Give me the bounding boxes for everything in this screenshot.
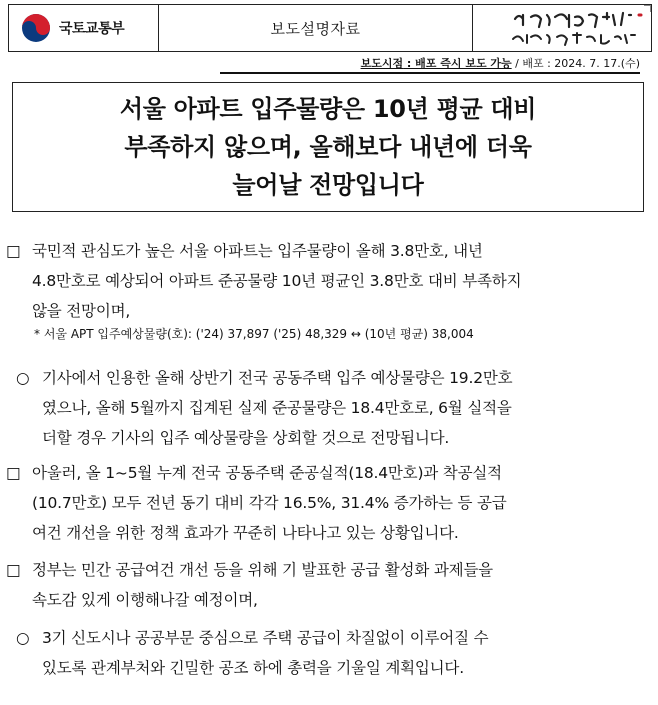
circle-bullet-icon: ○ (16, 629, 30, 647)
header (8, 4, 652, 52)
paragraph-5-line-2: 있도록 관계부처와 긴밀한 공조 하에 총력을 기울일 계획입니다. (42, 659, 464, 677)
paragraph-5-line-1: 3기 신도시나 공공부문 중심으로 주택 공급이 차질없이 이루어질 수 (42, 629, 489, 647)
paragraph-1-line-1: 국민적 관심도가 높은 서울 아파트는 입주물량이 올해 3.8만호, 내년 (32, 242, 483, 260)
paragraph-4-line-1: 정부는 민간 공급여건 개선 등을 위해 기 발표한 공급 활성화 과제들을 (32, 561, 493, 579)
paragraph-2-line-3: 더할 경우 기사의 입주 예상물량을 상회할 것으로 전망됩니다. (42, 429, 450, 447)
paragraph-4 (6, 555, 646, 615)
square-bullet-icon: □ (6, 242, 21, 260)
paragraph-3-line-1: 아울러, 올 1~5월 누계 전국 공동주택 준공실적(18.4만호)과 착공실적 (32, 464, 502, 482)
paragraph-5 (16, 623, 646, 683)
slogan-calligraphy-logo (473, 5, 651, 51)
release-label: 보도시점 (360, 57, 404, 70)
headline-line-1: 서울 아파트 입주물량은 10년 평균 대비 (119, 95, 537, 123)
doc-type-label: 보도설명자료 (270, 19, 361, 38)
circle-bullet-icon: ○ (16, 369, 30, 387)
page-corner-mark (644, 5, 651, 12)
paragraph-3-line-3: 여건 개선을 위한 정책 효과가 꾸준히 나타나고 있는 상황입니다. (32, 524, 459, 542)
paragraph-3-line-2: (10.7만호) 모두 전년 동기 대비 각각 16.5%, 31.4% 증가하는 등 공급 (32, 494, 507, 512)
square-bullet-icon: □ (6, 464, 21, 482)
slogan-block (473, 5, 651, 51)
paragraph-1-line-3: 않을 전망이며, (32, 302, 131, 320)
release-info (220, 55, 640, 74)
paragraph-1 (6, 236, 646, 326)
ministry-block (9, 5, 159, 51)
headline-box (12, 82, 644, 212)
paragraph-2 (16, 363, 646, 453)
headline-line-2: 부족하지 않으며, 올해보다 내년에 더욱 (124, 133, 532, 161)
ministry-name: 국토교통부 (59, 21, 125, 37)
paragraph-4-line-2: 속도감 있게 이행해나갈 예정이며, (32, 591, 258, 609)
paragraph-3 (6, 458, 646, 548)
government-emblem-icon (21, 13, 51, 43)
paragraph-1-line-2: 4.8만호로 예상되어 아파트 준공물량 10년 평균인 3.8만호 대비 부족하지 (32, 272, 522, 290)
square-bullet-icon: □ (6, 561, 21, 579)
release-date: / 배포 : 2024. 7. 17.(수) (511, 57, 640, 70)
paragraph-2-line-1: 기사에서 인용한 올해 상반기 전국 공동주택 입주 예상물량은 19.2만호 (42, 369, 513, 387)
doc-type-block (159, 5, 473, 51)
headline-line-3: 늘어날 전망입니다 (232, 171, 424, 199)
paragraph-2-line-2: 였으나, 올해 5월까지 집계된 실제 준공물량은 18.4만호로, 6월 실적을 (42, 399, 512, 417)
release-value: : 배포 즉시 보도 가능 (403, 57, 512, 70)
footnote: * 서울 APT 입주예상물량(호): ('24) 37,897 ('25) 48,329 ↔ (10년 평균) 38,004 (34, 327, 474, 341)
